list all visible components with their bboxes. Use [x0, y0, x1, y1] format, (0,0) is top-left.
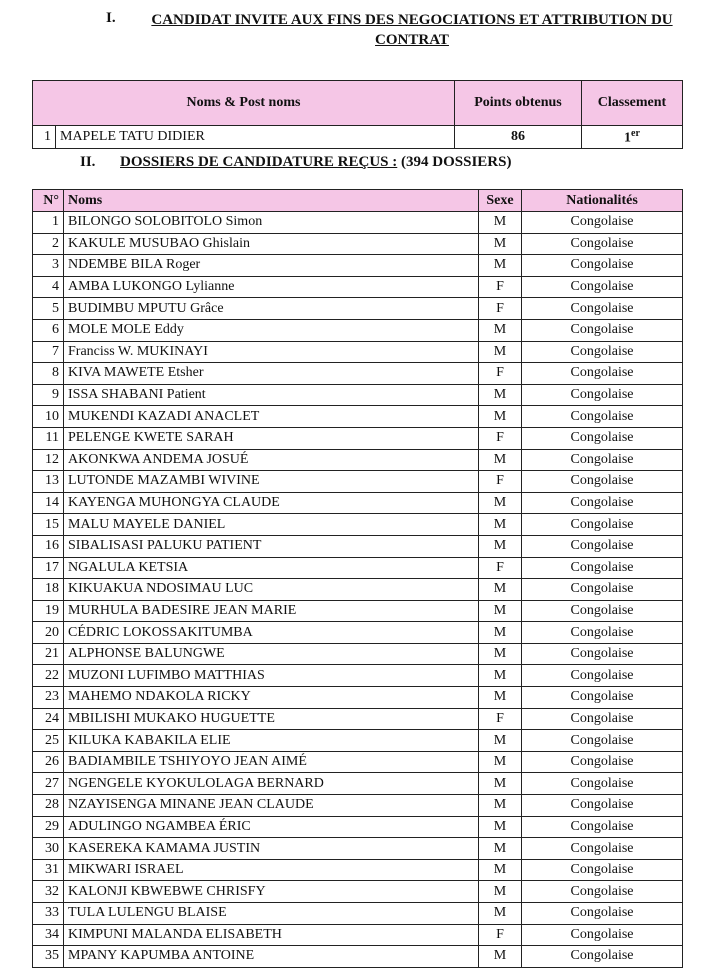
table-row [33, 924, 683, 946]
table-row [33, 427, 683, 449]
applicant-sex: M [479, 773, 522, 795]
applicant-name: MAHEMO NDAKOLA RICKY [64, 687, 479, 709]
applicant-nationality: Congolaise [522, 298, 683, 320]
applicant-sex: M [479, 492, 522, 514]
applicant-nationality: Congolaise [522, 557, 683, 579]
row-number: 14 [33, 492, 64, 514]
applicant-sex: M [479, 795, 522, 817]
applicant-sex: F [479, 557, 522, 579]
table-row [33, 535, 683, 557]
applicant-nationality: Congolaise [522, 881, 683, 903]
applicant-sex: F [479, 427, 522, 449]
rank-suffix: er [631, 127, 640, 139]
table-row [33, 643, 683, 665]
applicant-nationality: Congolaise [522, 363, 683, 385]
row-number: 35 [33, 946, 64, 968]
applicant-nationality: Congolaise [522, 233, 683, 255]
applicant-sex: M [479, 384, 522, 406]
row-number: 26 [33, 751, 64, 773]
applicant-nationality: Congolaise [522, 665, 683, 687]
section-1-title-line2: CONTRAT [375, 32, 449, 48]
table-row [33, 384, 683, 406]
applicant-nationality: Congolaise [522, 276, 683, 298]
applicant-sex: F [479, 276, 522, 298]
applicant-name: KAYENGA MUHONGYA CLAUDE [64, 492, 479, 514]
applicant-sex: M [479, 622, 522, 644]
header-name: Noms [64, 190, 479, 212]
applicant-sex: M [479, 535, 522, 557]
invited-candidate-table [32, 80, 683, 149]
candidate-points: 86 [455, 126, 582, 149]
row-number: 24 [33, 708, 64, 730]
applicant-sex: M [479, 665, 522, 687]
table-row [33, 212, 683, 234]
row-number: 16 [33, 535, 64, 557]
applicant-nationality: Congolaise [522, 255, 683, 277]
row-number: 4 [33, 276, 64, 298]
table-row [33, 233, 683, 255]
applicant-nationality: Congolaise [522, 773, 683, 795]
applicant-nationality: Congolaise [522, 795, 683, 817]
applicant-name: KIVA MAWETE Etsher [64, 363, 479, 385]
applicant-name: KIMPUNI MALANDA ELISABETH [64, 924, 479, 946]
row-number: 7 [33, 341, 64, 363]
row-number: 2 [33, 233, 64, 255]
row-number: 1 [33, 126, 56, 149]
applicant-name: NGALULA KETSIA [64, 557, 479, 579]
table-row [33, 795, 683, 817]
applicant-sex: M [479, 255, 522, 277]
applicant-sex: M [479, 233, 522, 255]
table-row [33, 449, 683, 471]
applicant-sex: F [479, 363, 522, 385]
applicant-sex: M [479, 687, 522, 709]
applications-table [32, 189, 683, 968]
row-number: 25 [33, 730, 64, 752]
row-number: 29 [33, 816, 64, 838]
row-number: 10 [33, 406, 64, 428]
row-number: 8 [33, 363, 64, 385]
applicant-nationality: Congolaise [522, 406, 683, 428]
table-row [33, 665, 683, 687]
applicant-name: BADIAMBILE TSHIYOYO JEAN AIMÉ [64, 751, 479, 773]
applicant-name: BUDIMBU MPUTU Grâce [64, 298, 479, 320]
applicant-name: KASEREKA KAMAMA JUSTIN [64, 838, 479, 860]
candidate-rank [582, 126, 683, 149]
row-number: 28 [33, 795, 64, 817]
applicant-nationality: Congolaise [522, 687, 683, 709]
table-row [33, 687, 683, 709]
applicant-name: ADULINGO NGAMBEA ÉRIC [64, 816, 479, 838]
row-number: 21 [33, 643, 64, 665]
applicant-sex: F [479, 471, 522, 493]
table-row [33, 600, 683, 622]
applicant-name: MURHULA BADESIRE JEAN MARIE [64, 600, 479, 622]
applicant-sex: M [479, 730, 522, 752]
applicant-name: KALONJI KBWEBWE CHRISFY [64, 881, 479, 903]
row-number: 19 [33, 600, 64, 622]
section-2-number: II. [80, 154, 96, 170]
applicant-nationality: Congolaise [522, 859, 683, 881]
applicant-name: ALPHONSE BALUNGWE [64, 643, 479, 665]
row-number: 13 [33, 471, 64, 493]
applicant-nationality: Congolaise [522, 514, 683, 536]
table-row [33, 126, 683, 149]
applicant-name: PELENGE KWETE SARAH [64, 427, 479, 449]
table-row [33, 298, 683, 320]
table-row [33, 471, 683, 493]
row-number: 30 [33, 838, 64, 860]
row-number: 1 [33, 212, 64, 234]
applicant-sex: M [479, 212, 522, 234]
row-number: 12 [33, 449, 64, 471]
applicant-name: Franciss W. MUKINAYI [64, 341, 479, 363]
row-number: 32 [33, 881, 64, 903]
row-number: 17 [33, 557, 64, 579]
applicant-sex: M [479, 341, 522, 363]
table-row [33, 276, 683, 298]
applicant-nationality: Congolaise [522, 643, 683, 665]
applicant-sex: M [479, 449, 522, 471]
section-1-title-line1: CANDIDAT INVITE AUX FINS DES NEGOCIATIONS ET ATTRIBUTION DU [151, 12, 673, 28]
applicant-nationality: Congolaise [522, 600, 683, 622]
applicant-name: MUZONI LUFIMBO MATTHIAS [64, 665, 479, 687]
applicant-name: KILUKA KABAKILA ELIE [64, 730, 479, 752]
applicant-nationality: Congolaise [522, 384, 683, 406]
header-points: Points obtenus [455, 81, 582, 126]
applicant-name: BILONGO SOLOBITOLO Simon [64, 212, 479, 234]
applicant-sex: F [479, 924, 522, 946]
applicant-name: KIKUAKUA NDOSIMAU LUC [64, 579, 479, 601]
applicant-nationality: Congolaise [522, 751, 683, 773]
candidate-name: MAPELE TATU DIDIER [56, 126, 455, 149]
applicant-name: KAKULE MUSUBAO Ghislain [64, 233, 479, 255]
applicant-sex: M [479, 881, 522, 903]
header-number: N° [33, 190, 64, 212]
applicant-name: SIBALISASI PALUKU PATIENT [64, 535, 479, 557]
table-row [33, 514, 683, 536]
applicant-sex: M [479, 946, 522, 968]
applicant-nationality: Congolaise [522, 946, 683, 968]
table-row [33, 406, 683, 428]
applicant-nationality: Congolaise [522, 212, 683, 234]
table-row [33, 557, 683, 579]
table-row [33, 773, 683, 795]
applicant-nationality: Congolaise [522, 427, 683, 449]
applicant-sex: F [479, 298, 522, 320]
applicant-sex: M [479, 643, 522, 665]
applicant-name: MUKENDI KAZADI ANACLET [64, 406, 479, 428]
applicant-name: MALU MAYELE DANIEL [64, 514, 479, 536]
table-row [33, 579, 683, 601]
table-row [33, 708, 683, 730]
applicant-sex: M [479, 838, 522, 860]
table-header-row [33, 81, 683, 126]
row-number: 27 [33, 773, 64, 795]
section-1-number: I. [106, 10, 116, 26]
table-row [33, 255, 683, 277]
section-1-title [132, 10, 692, 50]
applicant-nationality: Congolaise [522, 492, 683, 514]
table-header-row [33, 190, 683, 212]
applicant-sex: M [479, 514, 522, 536]
row-number: 11 [33, 427, 64, 449]
applicant-nationality: Congolaise [522, 903, 683, 925]
table-row [33, 838, 683, 860]
table-row [33, 730, 683, 752]
row-number: 3 [33, 255, 64, 277]
table-row [33, 946, 683, 968]
applicant-nationality: Congolaise [522, 471, 683, 493]
section-2-count: (394 DOSSIERS) [397, 154, 512, 170]
applications-table-body [33, 212, 683, 968]
applicant-name: ISSA SHABANI Patient [64, 384, 479, 406]
applicant-name: CÉDRIC LOKOSSAKITUMBA [64, 622, 479, 644]
applicant-name: MPANY KAPUMBA ANTOINE [64, 946, 479, 968]
table-row [33, 903, 683, 925]
header-sex: Sexe [479, 190, 522, 212]
applicant-name: NGENGELE KYOKULOLAGA BERNARD [64, 773, 479, 795]
applicant-name: NDEMBE BILA Roger [64, 255, 479, 277]
header-name: Noms & Post noms [33, 81, 455, 126]
table-row [33, 492, 683, 514]
applicant-sex: M [479, 859, 522, 881]
table-row [33, 816, 683, 838]
applicant-nationality: Congolaise [522, 924, 683, 946]
row-number: 33 [33, 903, 64, 925]
table-row [33, 341, 683, 363]
applicant-name: AMBA LUKONGO Lylianne [64, 276, 479, 298]
table-row [33, 859, 683, 881]
applicant-sex: M [479, 903, 522, 925]
row-number: 34 [33, 924, 64, 946]
row-number: 18 [33, 579, 64, 601]
row-number: 31 [33, 859, 64, 881]
applicant-sex: M [479, 816, 522, 838]
applicant-name: MIKWARI ISRAEL [64, 859, 479, 881]
section-2-title [120, 154, 511, 171]
applicant-sex: F [479, 708, 522, 730]
applicant-name: MOLE MOLE Eddy [64, 319, 479, 341]
applicant-nationality: Congolaise [522, 838, 683, 860]
table-row [33, 751, 683, 773]
applicant-sex: M [479, 319, 522, 341]
applicant-nationality: Congolaise [522, 341, 683, 363]
applicant-name: NZAYISENGA MINANE JEAN CLAUDE [64, 795, 479, 817]
applicant-nationality: Congolaise [522, 708, 683, 730]
header-rank: Classement [582, 81, 683, 126]
applicant-nationality: Congolaise [522, 449, 683, 471]
table-row [33, 881, 683, 903]
applicant-nationality: Congolaise [522, 579, 683, 601]
applicant-sex: M [479, 751, 522, 773]
row-number: 15 [33, 514, 64, 536]
row-number: 23 [33, 687, 64, 709]
applicant-nationality: Congolaise [522, 730, 683, 752]
rank-value: 1 [624, 130, 632, 146]
applicant-name: MBILISHI MUKAKO HUGUETTE [64, 708, 479, 730]
applicant-name: TULA LULENGU BLAISE [64, 903, 479, 925]
row-number: 22 [33, 665, 64, 687]
applicant-nationality: Congolaise [522, 816, 683, 838]
applicant-name: LUTONDE MAZAMBI WIVINE [64, 471, 479, 493]
row-number: 9 [33, 384, 64, 406]
applicant-sex: M [479, 579, 522, 601]
applicant-name: AKONKWA ANDEMA JOSUÉ [64, 449, 479, 471]
applicant-nationality: Congolaise [522, 535, 683, 557]
row-number: 5 [33, 298, 64, 320]
section-2-title-text: DOSSIERS DE CANDIDATURE REÇUS : [120, 154, 398, 170]
row-number: 6 [33, 319, 64, 341]
applicant-nationality: Congolaise [522, 622, 683, 644]
row-number: 20 [33, 622, 64, 644]
header-nationality: Nationalités [522, 190, 683, 212]
applicant-sex: M [479, 406, 522, 428]
table-row [33, 622, 683, 644]
table-row [33, 319, 683, 341]
applicant-nationality: Congolaise [522, 319, 683, 341]
table-row [33, 363, 683, 385]
applicant-sex: M [479, 600, 522, 622]
